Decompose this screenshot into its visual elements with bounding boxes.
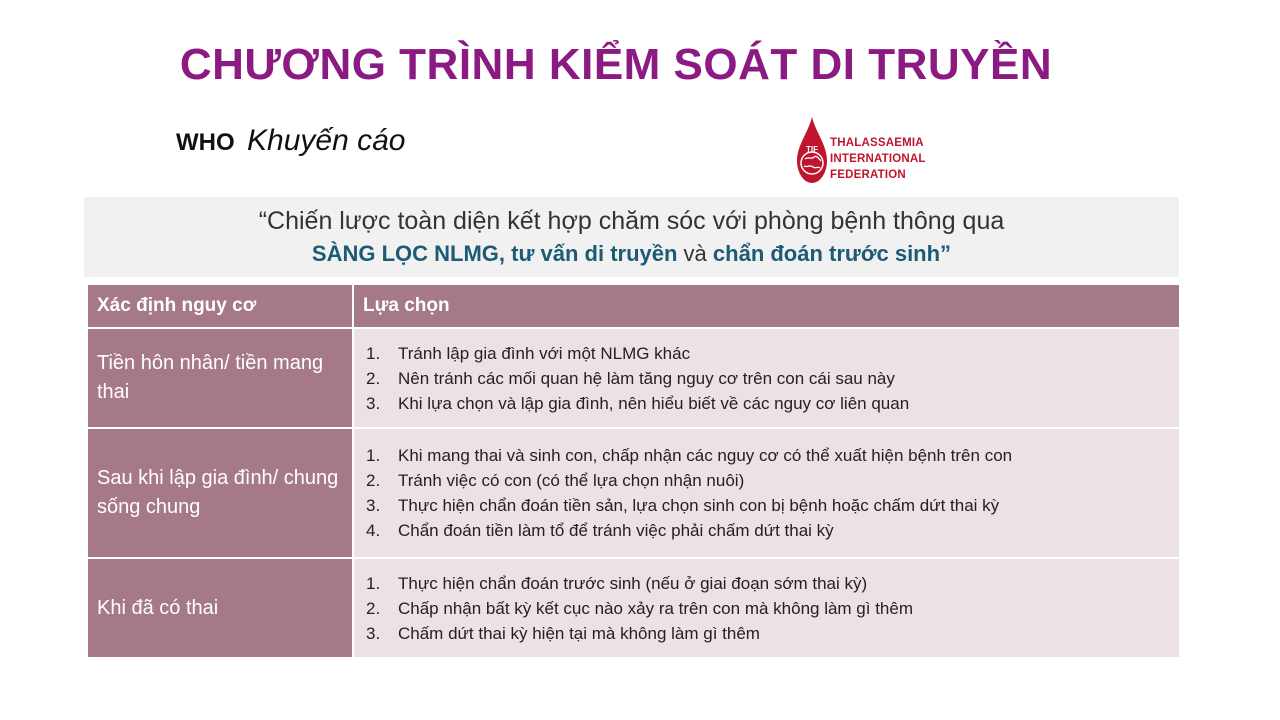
- quote-connector: và: [677, 241, 713, 266]
- option-item: [362, 493, 1171, 518]
- option-number: 1.: [366, 343, 381, 363]
- table-row: [87, 328, 1180, 428]
- option-item: [362, 621, 1171, 646]
- options-cell: [353, 558, 1180, 658]
- options-cell: [353, 428, 1180, 558]
- option-text: Chấm dứt thai kỳ hiện tại mà không làm gì thêm: [398, 623, 760, 643]
- logo-mark: TIF: [806, 145, 818, 154]
- quote-line-1: “Chiến lược toàn diện kết hợp chăm sóc với phòng bệnh thông qua: [258, 207, 1005, 235]
- option-number: 3.: [366, 623, 381, 643]
- option-text: Chẩn đoán tiền làm tổ để tránh việc phải chấm dứt thai kỳ: [398, 521, 834, 540]
- option-item: [362, 596, 1171, 621]
- option-number: 3.: [366, 496, 381, 515]
- quote-highlight-2: chẩn đoán trước sinh”: [712, 241, 952, 266]
- option-text: Tránh lập gia đình với một NLMG khác: [398, 343, 691, 363]
- option-text: Thực hiện chẩn đoán trước sinh (nếu ở giai đoạn sớm thai kỳ): [398, 573, 868, 593]
- table-row: [87, 558, 1180, 658]
- option-item: [362, 468, 1171, 493]
- option-item: [362, 341, 1171, 366]
- table-row: [87, 428, 1180, 558]
- option-number: 2.: [366, 471, 381, 490]
- quote-highlight-1: SÀNG LỌC NLMG, tư vấn di truyền: [311, 241, 678, 266]
- option-text: Nên tránh các mối quan hệ làm tăng nguy cơ trên con cái sau này: [398, 368, 895, 388]
- quote-line-2: [84, 237, 1179, 271]
- option-item: [362, 391, 1171, 416]
- tif-logo: [795, 115, 935, 187]
- logo-line-3: FEDERATION: [830, 169, 906, 181]
- option-text: Khi lựa chọn và lập gia đình, nên hiểu biết về các nguy cơ liên quan: [398, 393, 910, 413]
- logo-text: [830, 135, 926, 183]
- page-title: CHƯƠNG TRÌNH KIỂM SOÁT DI TRUYỀN: [179, 40, 1053, 89]
- option-text: Khi mang thai và sinh con, chấp nhận các nguy cơ có thể xuất hiện bệnh trên con: [398, 446, 1013, 465]
- option-item: [362, 443, 1171, 468]
- recommendation-label: Khuyến cáo: [247, 124, 406, 157]
- option-text: Tránh việc có con (có thể lựa chọn nhận nuôi): [398, 471, 745, 490]
- risk-stage-label: Sau khi lập gia đình/ chung sống chung: [87, 428, 353, 558]
- table-header-row: [87, 284, 1180, 328]
- option-item: [362, 366, 1171, 391]
- option-number: 1.: [366, 446, 381, 465]
- option-item: [362, 571, 1171, 596]
- risk-options-table: [86, 283, 1181, 659]
- logo-line-1: THALASSAEMIA: [830, 137, 924, 149]
- risk-stage-label: Tiền hôn nhân/ tiền mang thai: [87, 328, 353, 428]
- who-quote: [84, 197, 1179, 277]
- subtitle: [176, 124, 405, 158]
- option-text: Chấp nhận bất kỳ kết cục nào xảy ra trên con mà không làm gì thêm: [398, 598, 914, 618]
- options-cell: [353, 328, 1180, 428]
- risk-stage-label: Khi đã có thai: [87, 558, 353, 658]
- header-options: Lựa chọn: [353, 284, 1180, 328]
- logo-line-2: INTERNATIONAL: [830, 153, 926, 165]
- option-number: 2.: [366, 368, 381, 388]
- option-number: 2.: [366, 598, 381, 618]
- header-risk-identification: Xác định nguy cơ: [87, 284, 353, 328]
- option-text: Thực hiện chẩn đoán tiền sản, lựa chọn sinh con bị bệnh hoặc chấm dứt thai kỳ: [398, 496, 1000, 515]
- who-label: WHO: [176, 129, 235, 156]
- option-item: [362, 518, 1171, 543]
- option-number: 1.: [366, 573, 381, 593]
- option-number: 3.: [366, 393, 381, 413]
- blood-drop-globe-icon: [795, 115, 829, 187]
- option-number: 4.: [366, 521, 381, 540]
